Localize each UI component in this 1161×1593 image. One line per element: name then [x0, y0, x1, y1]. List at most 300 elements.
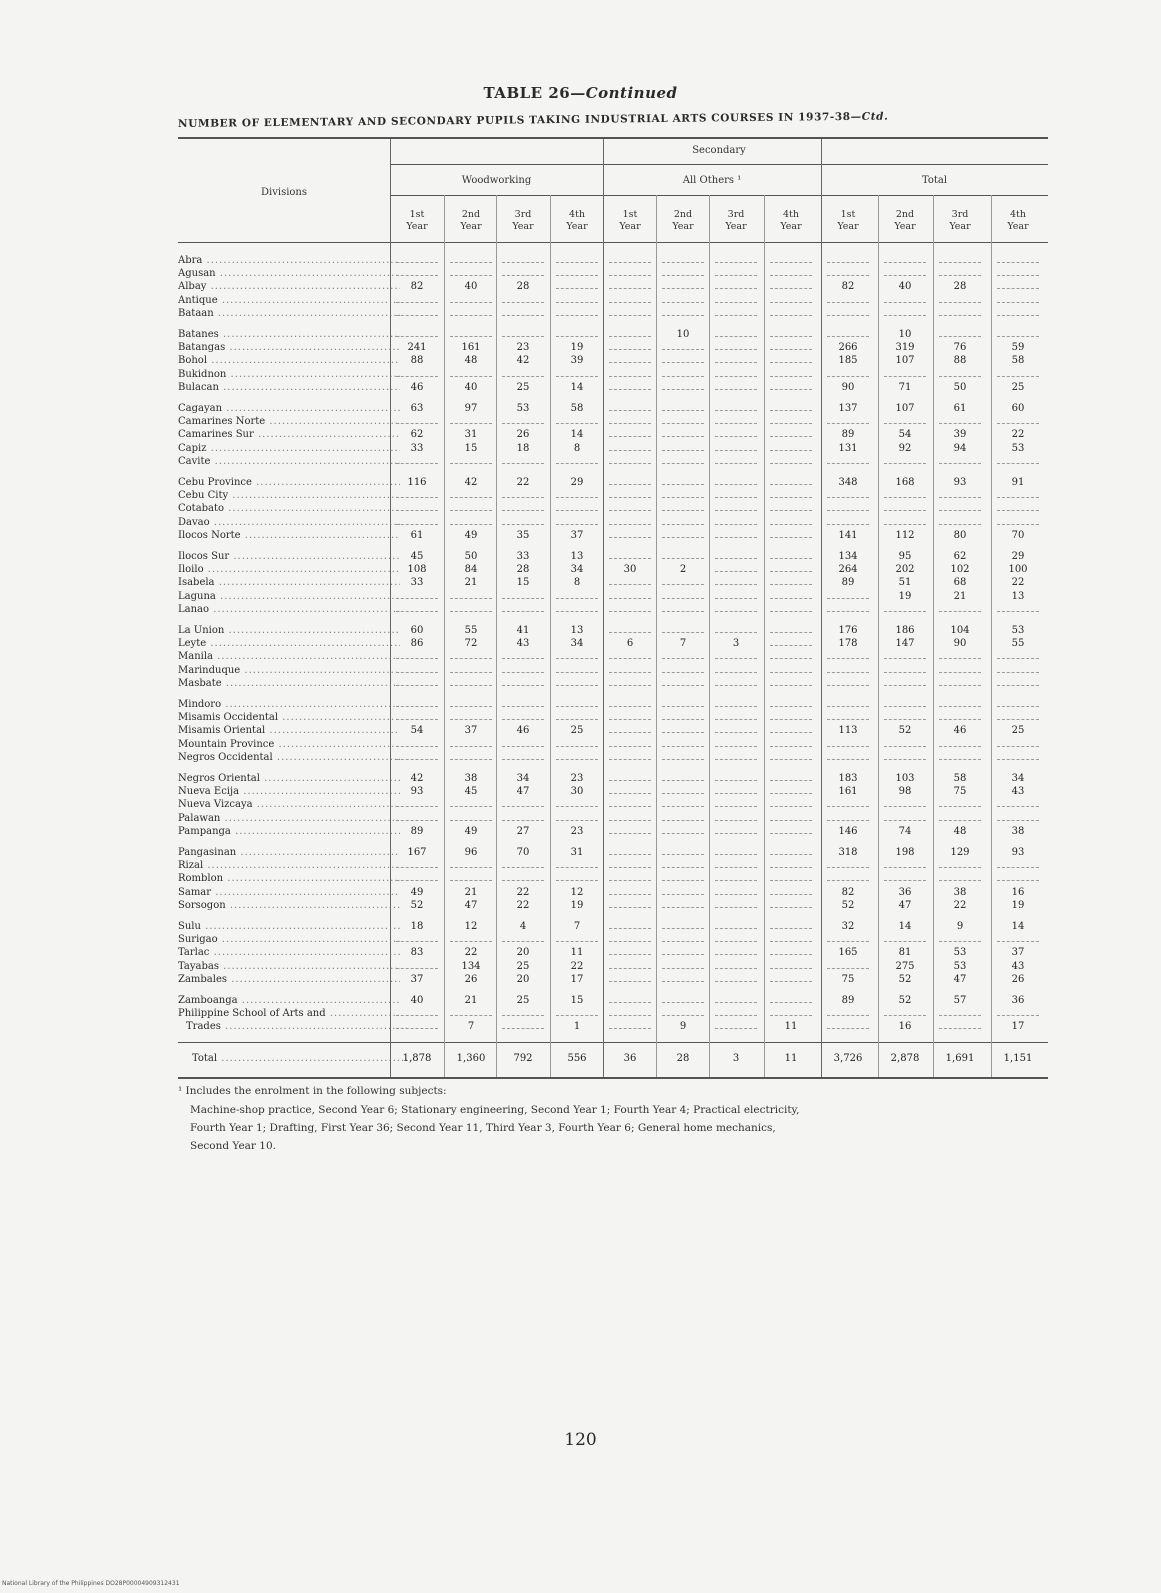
empty-cell	[715, 806, 757, 808]
empty-cell	[609, 746, 651, 748]
division-name: Bataan .....	[178, 308, 400, 320]
empty-cell	[450, 463, 492, 465]
year-ordinal: 2nd	[895, 209, 915, 220]
empty-cell	[939, 315, 981, 317]
column-divider	[821, 139, 822, 1077]
empty-cell	[770, 981, 812, 983]
data-cell: 39	[953, 429, 967, 441]
empty-cell	[997, 746, 1039, 748]
empty-cell	[662, 275, 704, 277]
data-cell: 129	[950, 847, 970, 858]
data-cell: 37	[464, 725, 478, 737]
year-word: Year	[894, 221, 916, 232]
data-cell: 33	[410, 442, 424, 454]
data-cell: 53	[953, 960, 967, 972]
empty-cell	[939, 759, 981, 761]
empty-cell	[450, 867, 492, 869]
empty-cell	[662, 450, 704, 452]
empty-cell	[609, 854, 651, 856]
data-cell: 98	[898, 786, 912, 798]
empty-cell	[939, 497, 981, 499]
empty-cell	[609, 894, 651, 896]
data-cell: 89	[841, 995, 855, 1006]
data-cell: 21	[464, 886, 478, 898]
year-header	[390, 209, 444, 233]
empty-cell	[609, 632, 651, 634]
data-cell: 32	[841, 921, 855, 932]
data-cell: 19	[570, 899, 584, 911]
data-cell: 53	[1011, 442, 1025, 454]
data-cell: 49	[410, 886, 424, 898]
empty-cell	[450, 759, 492, 761]
data-cell: 90	[841, 381, 855, 393]
empty-cell	[715, 302, 757, 304]
empty-cell	[770, 954, 812, 956]
data-cell: 21	[464, 577, 478, 589]
empty-cell	[662, 820, 704, 822]
table-title	[0, 84, 1161, 102]
data-cell: 75	[953, 786, 967, 798]
data-cell: 43	[1011, 786, 1025, 798]
empty-cell	[396, 706, 438, 708]
data-cell: 13	[570, 625, 584, 636]
empty-cell	[715, 510, 757, 512]
empty-cell	[396, 611, 438, 613]
division-name: Zambales .....	[178, 974, 400, 986]
year-word: Year	[672, 221, 694, 232]
empty-cell	[609, 1002, 651, 1004]
division-name: Cebu Province .....	[178, 477, 400, 489]
empty-cell	[884, 719, 926, 721]
empty-cell	[997, 524, 1039, 526]
empty-cell	[609, 362, 651, 364]
empty-cell	[715, 389, 757, 391]
data-cell: 48	[953, 825, 967, 837]
header-all-others: All Others ¹	[682, 175, 742, 186]
empty-cell	[396, 1028, 438, 1030]
empty-cell	[662, 1002, 704, 1004]
empty-cell	[770, 497, 812, 499]
division-name: Pangasinan .....	[178, 847, 400, 859]
empty-cell	[770, 806, 812, 808]
division-name: Laguna .....	[178, 591, 400, 603]
empty-cell	[502, 820, 544, 822]
empty-cell	[556, 463, 598, 465]
division-name: Ilocos Sur .....	[178, 551, 400, 563]
data-cell: 264	[838, 564, 858, 576]
year-header	[764, 209, 818, 233]
data-cell: 38	[464, 773, 478, 784]
empty-cell	[662, 833, 704, 835]
data-cell: 42	[464, 477, 478, 488]
data-cell: 3	[732, 638, 740, 650]
empty-cell	[997, 463, 1039, 465]
empty-cell	[827, 820, 869, 822]
empty-cell	[502, 746, 544, 748]
empty-cell	[715, 981, 757, 983]
data-cell: 22	[516, 899, 530, 911]
footnote-line-2: Fourth Year 1; Drafting, First Year 36; Second Year 11, Third Year 3, Fourth Year 6; General home mechanics,	[190, 1122, 776, 1134]
empty-cell	[450, 302, 492, 304]
data-cell: 36	[898, 886, 912, 898]
empty-cell	[827, 497, 869, 499]
data-cell: 202	[895, 564, 915, 576]
empty-cell	[770, 389, 812, 391]
empty-cell	[827, 510, 869, 512]
division-name: Cagayan .....	[178, 403, 400, 415]
empty-cell	[827, 706, 869, 708]
empty-cell	[827, 598, 869, 600]
data-cell: 76	[953, 342, 967, 354]
data-cell: 91	[1011, 477, 1025, 488]
empty-cell	[662, 867, 704, 869]
data-cell: 52	[898, 973, 912, 985]
empty-cell	[827, 1028, 869, 1030]
empty-cell	[609, 389, 651, 391]
division-name: Sorsogon .....	[178, 900, 400, 912]
data-cell: 40	[464, 281, 478, 293]
data-cell: 1	[573, 1021, 581, 1033]
empty-cell	[715, 685, 757, 687]
empty-cell	[827, 806, 869, 808]
empty-cell	[770, 436, 812, 438]
data-cell: 58	[570, 403, 584, 414]
empty-cell	[662, 706, 704, 708]
data-cell: 6	[626, 638, 634, 650]
division-name: Abra .....	[178, 255, 400, 267]
data-table	[178, 137, 1048, 1077]
empty-cell	[502, 423, 544, 425]
division-name: Batanes .....	[178, 329, 400, 341]
empty-cell	[997, 376, 1039, 378]
empty-cell	[715, 436, 757, 438]
empty-cell	[715, 288, 757, 290]
data-cell: 96	[464, 847, 478, 858]
empty-cell	[770, 941, 812, 943]
year-word: Year	[512, 221, 534, 232]
data-cell: 141	[838, 529, 858, 541]
data-cell: 60	[410, 625, 424, 636]
data-cell: 55	[1011, 638, 1025, 650]
data-cell: 12	[464, 921, 478, 932]
division-name: Palawan .....	[178, 813, 400, 825]
division-name: Camarines Sur .....	[178, 429, 400, 441]
empty-cell	[715, 706, 757, 708]
division-name: Sulu .....	[178, 921, 400, 933]
empty-cell	[502, 524, 544, 526]
year-word: Year	[619, 221, 641, 232]
empty-cell	[502, 336, 544, 338]
data-cell: 47	[516, 786, 530, 798]
empty-cell	[770, 706, 812, 708]
division-name: Albay .....	[178, 281, 400, 293]
data-cell: 19	[570, 342, 584, 354]
data-cell: 89	[841, 577, 855, 589]
data-cell: 61	[410, 529, 424, 541]
header-woodworking: Woodworking	[461, 175, 532, 186]
data-cell: 40	[464, 381, 478, 393]
empty-cell	[715, 880, 757, 882]
empty-cell	[715, 315, 757, 317]
empty-cell	[609, 732, 651, 734]
data-cell: 82	[410, 281, 424, 293]
data-cell: 30	[570, 786, 584, 798]
empty-cell	[997, 658, 1039, 660]
data-cell: 93	[953, 477, 967, 488]
empty-cell	[556, 598, 598, 600]
year-header	[656, 209, 710, 233]
empty-cell	[715, 632, 757, 634]
empty-cell	[609, 954, 651, 956]
empty-cell	[715, 1015, 757, 1017]
empty-cell	[715, 376, 757, 378]
data-cell: 112	[895, 529, 915, 541]
data-cell: 88	[410, 355, 424, 367]
division-name: Surigao .....	[178, 934, 400, 946]
empty-cell	[939, 1028, 981, 1030]
empty-cell	[997, 719, 1039, 721]
empty-cell	[997, 336, 1039, 338]
data-cell: 131	[838, 442, 858, 454]
data-cell: 10	[898, 329, 912, 340]
empty-cell	[939, 611, 981, 613]
empty-cell	[827, 672, 869, 674]
empty-cell	[609, 262, 651, 264]
data-cell: 15	[570, 995, 584, 1006]
data-cell: 113	[838, 725, 858, 737]
empty-cell	[556, 1015, 598, 1017]
empty-cell	[396, 672, 438, 674]
empty-cell	[662, 463, 704, 465]
empty-cell	[770, 880, 812, 882]
division-name: Camarines Norte .....	[178, 416, 400, 428]
empty-cell	[662, 376, 704, 378]
data-cell: 107	[895, 403, 915, 414]
data-cell: 84	[464, 564, 478, 576]
empty-cell	[609, 376, 651, 378]
division-name: Tarlac .....	[178, 947, 400, 959]
data-cell: 42	[410, 773, 424, 784]
division-name: Zamboanga .....	[178, 995, 400, 1007]
data-cell: 348	[838, 477, 858, 488]
empty-cell	[827, 685, 869, 687]
empty-cell	[502, 611, 544, 613]
data-cell: 25	[516, 995, 530, 1006]
empty-cell	[450, 672, 492, 674]
data-cell: 36	[1011, 995, 1025, 1006]
data-cell: 7	[467, 1021, 475, 1033]
empty-cell	[662, 780, 704, 782]
data-cell: 104	[950, 625, 970, 636]
total-cell: 1,691	[945, 1053, 975, 1064]
division-name: Mindoro .....	[178, 699, 400, 711]
year-header	[444, 209, 498, 233]
empty-cell	[939, 510, 981, 512]
empty-cell	[715, 907, 757, 909]
empty-cell	[662, 907, 704, 909]
data-cell: 14	[898, 921, 912, 932]
total-cell: 11	[784, 1053, 798, 1064]
empty-cell	[715, 571, 757, 573]
empty-cell	[396, 336, 438, 338]
data-cell: 9	[679, 1021, 687, 1033]
data-cell: 137	[838, 403, 858, 414]
division-name: Negros Occidental .....	[178, 752, 400, 764]
empty-cell	[939, 685, 981, 687]
data-cell: 134	[838, 551, 858, 562]
empty-cell	[609, 463, 651, 465]
empty-cell	[884, 941, 926, 943]
empty-cell	[662, 658, 704, 660]
empty-cell	[396, 376, 438, 378]
empty-cell	[662, 806, 704, 808]
empty-cell	[827, 336, 869, 338]
empty-cell	[662, 524, 704, 526]
empty-cell	[662, 423, 704, 425]
data-cell: 20	[516, 973, 530, 985]
empty-cell	[884, 510, 926, 512]
year-divider	[764, 195, 765, 1077]
empty-cell	[770, 362, 812, 364]
empty-cell	[770, 658, 812, 660]
total-cell: 1,360	[456, 1053, 486, 1064]
empty-cell	[770, 968, 812, 970]
empty-cell	[502, 1028, 544, 1030]
division-name: Misamis Oriental .....	[178, 725, 400, 737]
group-rule	[390, 195, 1048, 196]
empty-cell	[997, 497, 1039, 499]
empty-cell	[609, 450, 651, 452]
data-cell: 62	[410, 429, 424, 441]
total-cell: 556	[567, 1053, 587, 1064]
empty-cell	[884, 658, 926, 660]
empty-cell	[827, 524, 869, 526]
year-header	[991, 209, 1045, 233]
division-name: Tayabas .....	[178, 961, 400, 973]
empty-cell	[609, 410, 651, 412]
data-cell: 37	[570, 529, 584, 541]
empty-cell	[715, 537, 757, 539]
data-cell: 37	[1011, 947, 1025, 959]
empty-cell	[770, 645, 812, 647]
year-header	[821, 209, 875, 233]
year-header	[550, 209, 604, 233]
data-cell: 178	[838, 638, 858, 650]
empty-cell	[662, 315, 704, 317]
empty-cell	[609, 907, 651, 909]
empty-cell	[770, 820, 812, 822]
data-cell: 16	[1011, 886, 1025, 898]
empty-cell	[770, 854, 812, 856]
empty-cell	[884, 262, 926, 264]
empty-cell	[556, 423, 598, 425]
empty-cell	[884, 376, 926, 378]
empty-cell	[556, 524, 598, 526]
empty-cell	[939, 376, 981, 378]
data-cell: 74	[898, 825, 912, 837]
empty-cell	[939, 1015, 981, 1017]
data-cell: 10	[676, 329, 690, 340]
data-cell: 7	[573, 921, 581, 932]
empty-cell	[450, 880, 492, 882]
empty-cell	[827, 880, 869, 882]
empty-cell	[609, 537, 651, 539]
empty-cell	[396, 1015, 438, 1017]
empty-cell	[450, 336, 492, 338]
data-cell: 161	[838, 786, 858, 798]
empty-cell	[997, 288, 1039, 290]
year-divider	[709, 195, 710, 1077]
empty-cell	[396, 820, 438, 822]
data-cell: 68	[953, 577, 967, 589]
total-cell: 792	[513, 1053, 533, 1064]
empty-cell	[556, 336, 598, 338]
empty-cell	[450, 658, 492, 660]
data-cell: 58	[1011, 355, 1025, 367]
empty-cell	[827, 968, 869, 970]
empty-cell	[884, 880, 926, 882]
data-cell: 2	[679, 564, 687, 576]
data-cell: 14	[570, 381, 584, 393]
data-cell: 25	[516, 960, 530, 972]
empty-cell	[396, 463, 438, 465]
data-cell: 54	[410, 725, 424, 737]
empty-cell	[662, 746, 704, 748]
empty-cell	[502, 806, 544, 808]
empty-cell	[662, 685, 704, 687]
empty-cell	[396, 880, 438, 882]
empty-cell	[396, 867, 438, 869]
table-subtitle	[178, 109, 1048, 130]
empty-cell	[770, 894, 812, 896]
data-cell: 25	[570, 725, 584, 737]
empty-cell	[502, 302, 544, 304]
data-cell: 88	[953, 355, 967, 367]
empty-cell	[770, 685, 812, 687]
empty-cell	[556, 262, 598, 264]
total-cell: 2,878	[890, 1053, 920, 1064]
year-ordinal: 4th	[569, 209, 585, 220]
empty-cell	[770, 484, 812, 486]
empty-cell	[556, 497, 598, 499]
empty-cell	[827, 275, 869, 277]
division-name: Ilocos Norte .....	[178, 530, 400, 542]
empty-cell	[662, 584, 704, 586]
empty-cell	[609, 336, 651, 338]
empty-cell	[770, 928, 812, 930]
data-cell: 22	[1011, 429, 1025, 441]
data-cell: 176	[838, 625, 858, 636]
empty-cell	[609, 484, 651, 486]
empty-cell	[662, 954, 704, 956]
empty-cell	[609, 275, 651, 277]
empty-cell	[827, 302, 869, 304]
year-header	[933, 209, 987, 233]
empty-cell	[662, 302, 704, 304]
data-cell: 18	[410, 921, 424, 932]
empty-cell	[450, 598, 492, 600]
data-cell: 15	[516, 577, 530, 589]
empty-cell	[502, 706, 544, 708]
data-cell: 21	[464, 995, 478, 1006]
empty-cell	[556, 672, 598, 674]
empty-cell	[662, 941, 704, 943]
data-cell: 25	[516, 381, 530, 393]
data-cell: 116	[407, 477, 427, 488]
data-cell: 14	[570, 429, 584, 441]
empty-cell	[662, 981, 704, 983]
data-cell: 22	[570, 960, 584, 972]
